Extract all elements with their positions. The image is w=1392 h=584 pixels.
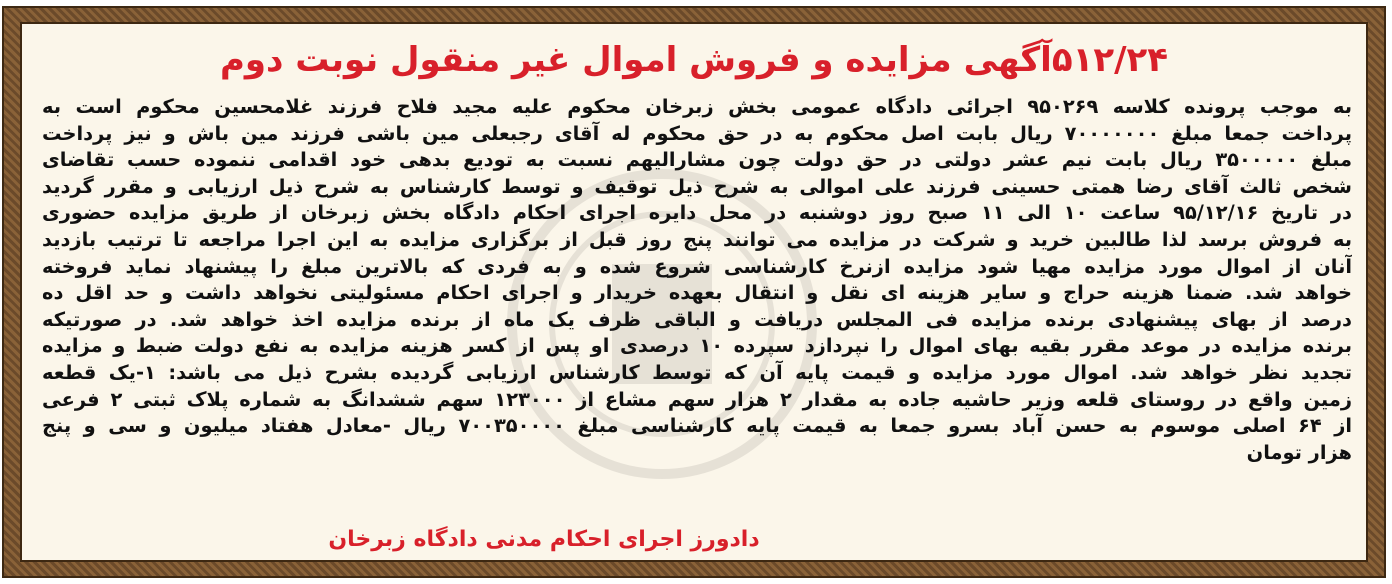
body-line: خواهد شد. ضمنا هزینه حراج و سایر هزینه ای نقل و انتقال بعهده خریدار و اجرای احکام مسئولیتی نخواهد داشت و حد اقل ده bbox=[42, 281, 1352, 305]
body-line: تجدید نظر خواهد شد. اموال مورد مزایده و قیمت پایه آن که توسط کارشناس ارزیابی گردیده بشرح ذیل می باشد: ۱-یک قطعه bbox=[42, 360, 1352, 384]
body-line: درصد از بهای پیشنهادی برنده مزایده فی المجلس دریافت و الباقی ظرف یک ماه از برنده مزایده اخذ خواهد شد. در صورتیکه bbox=[42, 307, 1352, 331]
body-line: آنان از اموال مورد مزایده مهیا شود مزایده ازنرخ کارشناسی شروع شده و به فردی که بالاترین مبلغ را پیشنهاد نماید فروخته bbox=[42, 254, 1352, 278]
notice-body bbox=[42, 94, 1352, 466]
body-line: شخص ثالث آقای رضا همتی حسینی فرزند علی اموالی به شرح ذیل توقیف و توسط کارشناس به شرح ذیل ارزیابی و مقرر گردید bbox=[42, 174, 1352, 198]
notice-title: ۵۱۲/۲۴آگهی مزایده و فروش اموال غیر منقول نوبت دوم bbox=[219, 40, 1169, 80]
notice-paper bbox=[20, 22, 1368, 562]
body-line: هزار تومان bbox=[1246, 440, 1352, 464]
body-line: پرداخت جمعا مبلغ ۷۰۰۰۰۰۰۰ ریال بابت اصل محکوم به در حق محکوم له آقای رجبعلی مین باشی فرزند مین باش و نیز پرداخت bbox=[42, 121, 1352, 145]
notice-signature: دادورز اجرای احکام مدنی دادگاه زبرخان bbox=[328, 527, 760, 552]
body-line: به فروش برسد لذا طالبین خرید و شرکت در مزایده می توانند پنج روز قبل از برگزاری مزایده به این اجرا مراجعه تا ترتیب بازدید bbox=[42, 227, 1352, 251]
body-line: مبلغ ۳۵۰۰۰۰۰ ریال بابت نیم عشر دولتی در حق دولت چون مشارالیهم نسبت به تودیع بدهی خود اقدامی ننموده حسب تقاضای bbox=[42, 148, 1352, 172]
body-line: زمین واقع در روستای قلعه وزیر حاشیه جاده به مقدار ۲ هزار سهم مشاع از ۱۲۳۰۰۰ سهم ششدانگ به شماره پلاک ثبتی ۲ فرعی bbox=[42, 387, 1352, 411]
body-line: از ۶۴ اصلی موسوم به حسن آباد بسرو جمعا به قیمت پایه کارشناسی مبلغ ۷۰۰۳۵۰۰۰۰ ریال -معادل هفتاد میلیون و سی و پنج bbox=[42, 414, 1352, 438]
body-line: در تاریخ ۹۵/۱۲/۱۶ ساعت ۱۰ الی ۱۱ صبح روز دوشنبه در محل دایره اجرای احکام دادگاه بخش زبرخان از طریق مزایده حضوری bbox=[42, 201, 1352, 225]
notice-frame bbox=[2, 6, 1386, 578]
body-line: برنده مزایده در موعد مقرر بقیه بهای اموال را نپردازد سپرده ۱۰ درصدی او پس از کسر هزینه مزایده به نفع دولت ضبط و مزایده bbox=[42, 334, 1352, 358]
body-line: به موجب پرونده کلاسه ۹۵۰۲۶۹ اجرائی دادگاه عمومی بخش زبرخان محکوم علیه مجید فلاح فرزند غلامحسین محکوم است به bbox=[42, 95, 1352, 118]
